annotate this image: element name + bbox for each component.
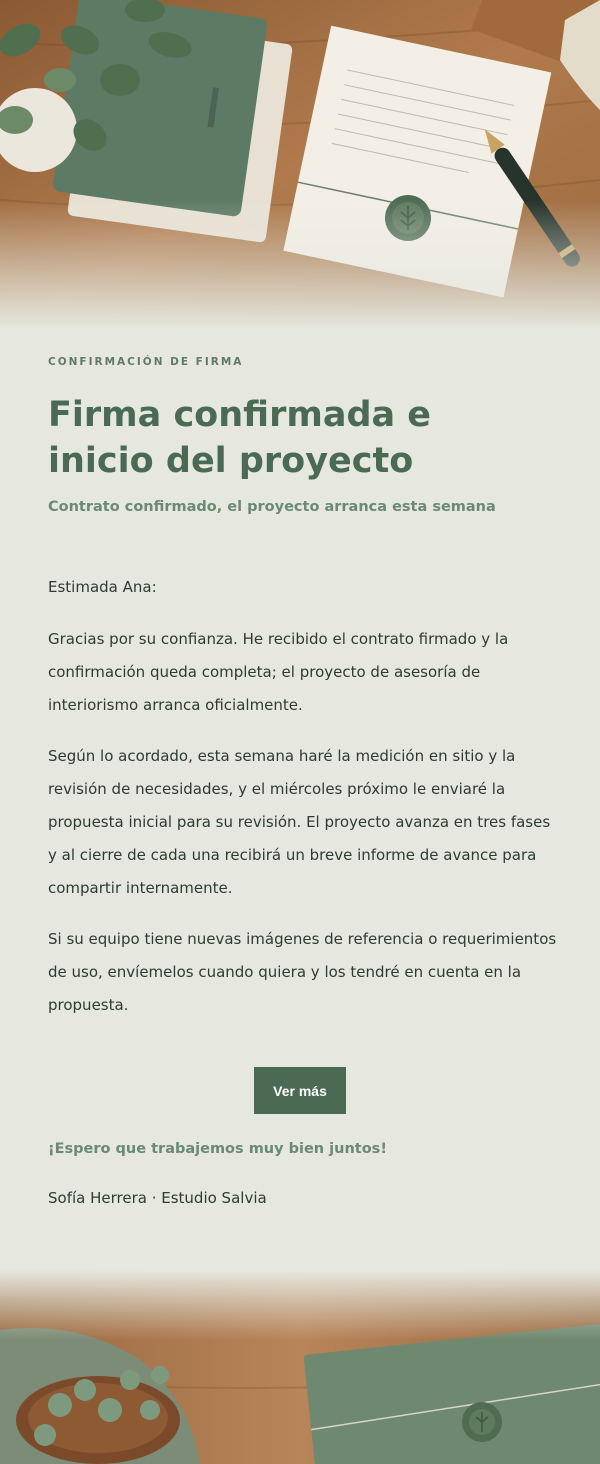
footer-image xyxy=(0,1270,600,1464)
greeting: Estimada Ana: xyxy=(48,578,157,596)
paragraph-1: Gracias por su confianza. He recibido el contrato firmado y la confirmación queda completa; el proyecto de asesoría de interiorismo arranca oficialmente. xyxy=(48,630,509,714)
hero-image xyxy=(0,0,600,330)
subtitle: Contrato confirmado, el proyecto arranca esta semana xyxy=(48,499,496,515)
eyebrow-label: CONFIRMACIÓN DE FIRMA xyxy=(48,356,244,368)
closing-line: ¡Espero que trabajemos muy bien juntos! xyxy=(48,1141,387,1157)
paragraph-2: Según lo acordado, esta semana haré la medición en sitio y la revisión de necesidades, y el miércoles próximo le enviaré la propuesta inicial para su revisión. El proyecto avanza en tres fases y al cierre de cada una recibirá un breve informe de avance para compartir internamente. xyxy=(48,747,551,897)
paragraph-3: Si su equipo tiene nuevas imágenes de referencia o requerimientos de uso, envíemelos cuando quiera y los tendré en cuenta en la propuesta. xyxy=(48,930,557,1014)
page-title: Firma confirmada e inicio del proyecto xyxy=(48,395,432,481)
signature: Sofía Herrera · Estudio Salvia xyxy=(48,1189,267,1207)
see-more-button[interactable]: Ver más xyxy=(254,1067,346,1114)
